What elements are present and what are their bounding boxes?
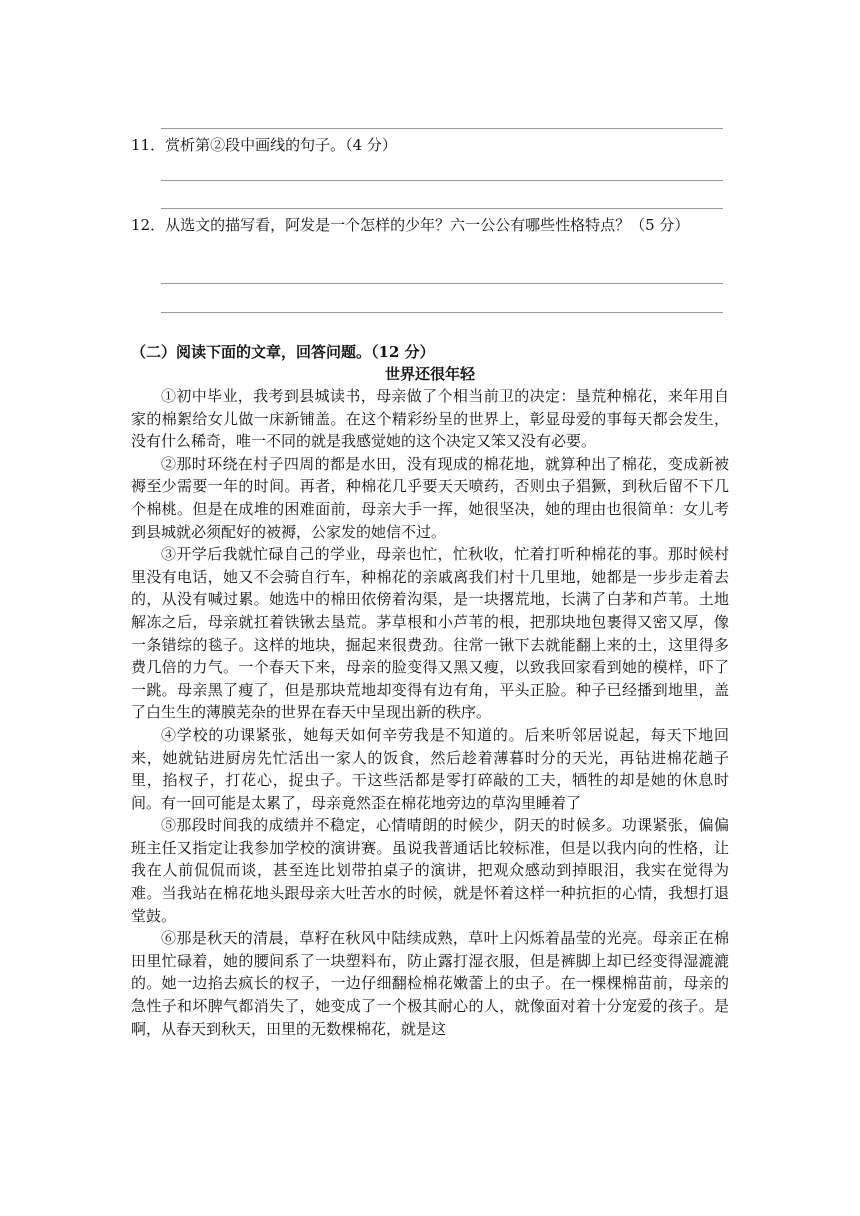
answer-line [161,283,723,284]
paragraph-1: ①初中毕业，我考到县城读书，母亲做了个相当前卫的决定：垦荒种棉花，来年用自家的棉絮给女儿做一床新铺盖。在这个精彩纷呈的世界上，彰显母爱的事每天都会发生，没有什么稀奇，唯一不同的就是我感觉她的这个决定又笨又没有必要。 [131,387,729,451]
paragraph-2: ②那时环绕在村子四周的都是水田，没有现成的棉花地，就算种出了棉花，变成新被褥至少需要一年的时间。再者，种棉花几乎要天天喷药，否则虫子猖獗，到秋后留不下几个棉桃。但是在成堆的困难面前，母亲大手一挥，她很坚决，她的理由也很简单：女儿考到县城就必须配好的被褥，公家发的她信不过。 [131,454,729,541]
paragraph-4: ④学校的功课紧张，她每天如何辛劳我是不知道的。后来听邻居说起，每天下地回来，她就钻进厨房先忙活出一家人的饭食，然后趁着薄暮时分的天光，再钻进棉花趟子里，掐杈子，打花心，捉虫子。干这些活都是零打碎敲的工夫，牺牲的却是她的休息时间。有一回可能是太累了，母亲竟然歪在棉花地旁边的草沟里睡着了 [131,725,729,812]
answer-line [161,180,723,181]
question-12: 12．从选文的描写看，阿发是一个怎样的少年？六一公公有哪些性格特点？（5 分） [131,216,690,234]
answer-line [161,128,723,129]
article-title: 世界还很年轻 [384,365,475,383]
paragraph-5: ⑤那段时间我的成绩并不稳定，心情晴朗的时候少，阴天的时候多。功课紧张，偏偏班主任又指定让我参加学校的演讲赛。虽说我普通话比较标准，但是以我内向的性格，让我在人前侃侃而谈，甚至连比划带拍桌子的演讲，把观众感动到掉眼泪，我实在觉得为难。当我站在棉花地头跟母亲大吐苦水的时候，就是怀着这样一种抗拒的心情，我想打退堂鼓。 [131,816,729,925]
answer-line [161,312,723,313]
answer-line [161,208,723,209]
paragraph-3: ③开学后我就忙碌自己的学业，母亲也忙，忙秋收，忙着打听种棉花的事。那时候村里没有电话，她又不会骑自行车，种棉花的亲戚离我们村十几里地，她都是一步步走着去的，从没有喊过累。她选中的棉田依傍着沟渠，是一块撂荒地，长满了白茅和芦苇。土地解冻之后，母亲就扛着铁锹去垦荒。茅草根和小芦苇的根，把那块地包裹得又密又厚，像一条错综的毯子。这样的地块，掘起来很费劲。往常一锹下去就能翻上来的土，这里得多费几倍的力气。一个春天下来，母亲的脸变得又黑又瘦，以致我回家看到她的模样，吓了一跳。母亲黑了瘦了，但是那块荒地却变得有边有角，平头正脸。种子已经播到地里，盖了白生生的薄膜芜杂的世界在春天中呈现出新的秩序。 [131,545,729,722]
article-body [131,385,729,1040]
paragraph-6: ⑥那是秋天的清晨，草籽在秋风中陆续成熟，草叶上闪烁着晶莹的光亮。母亲正在棉田里忙碌着，她的腰间系了一块塑料布，防止露打湿衣服，但是裤脚上却已经变得湿漉漉的。她一边掐去疯长的杈子，一边仔细翻检棉花嫩蕾上的虫子。在一棵棵棉苗前，母亲的急性子和坏脾气都消失了，她变成了一个极其耐心的人，就像面对着十分宠爱的孩子。是啊，从春天到秋天，田里的无数棵棉花，就是这 [131,929,729,1038]
section-heading: （二）阅读下面的文章，回答问题。（12 分） [131,343,435,361]
question-11: 11．赏析第②段中画线的句子。（4 分） [131,136,397,154]
